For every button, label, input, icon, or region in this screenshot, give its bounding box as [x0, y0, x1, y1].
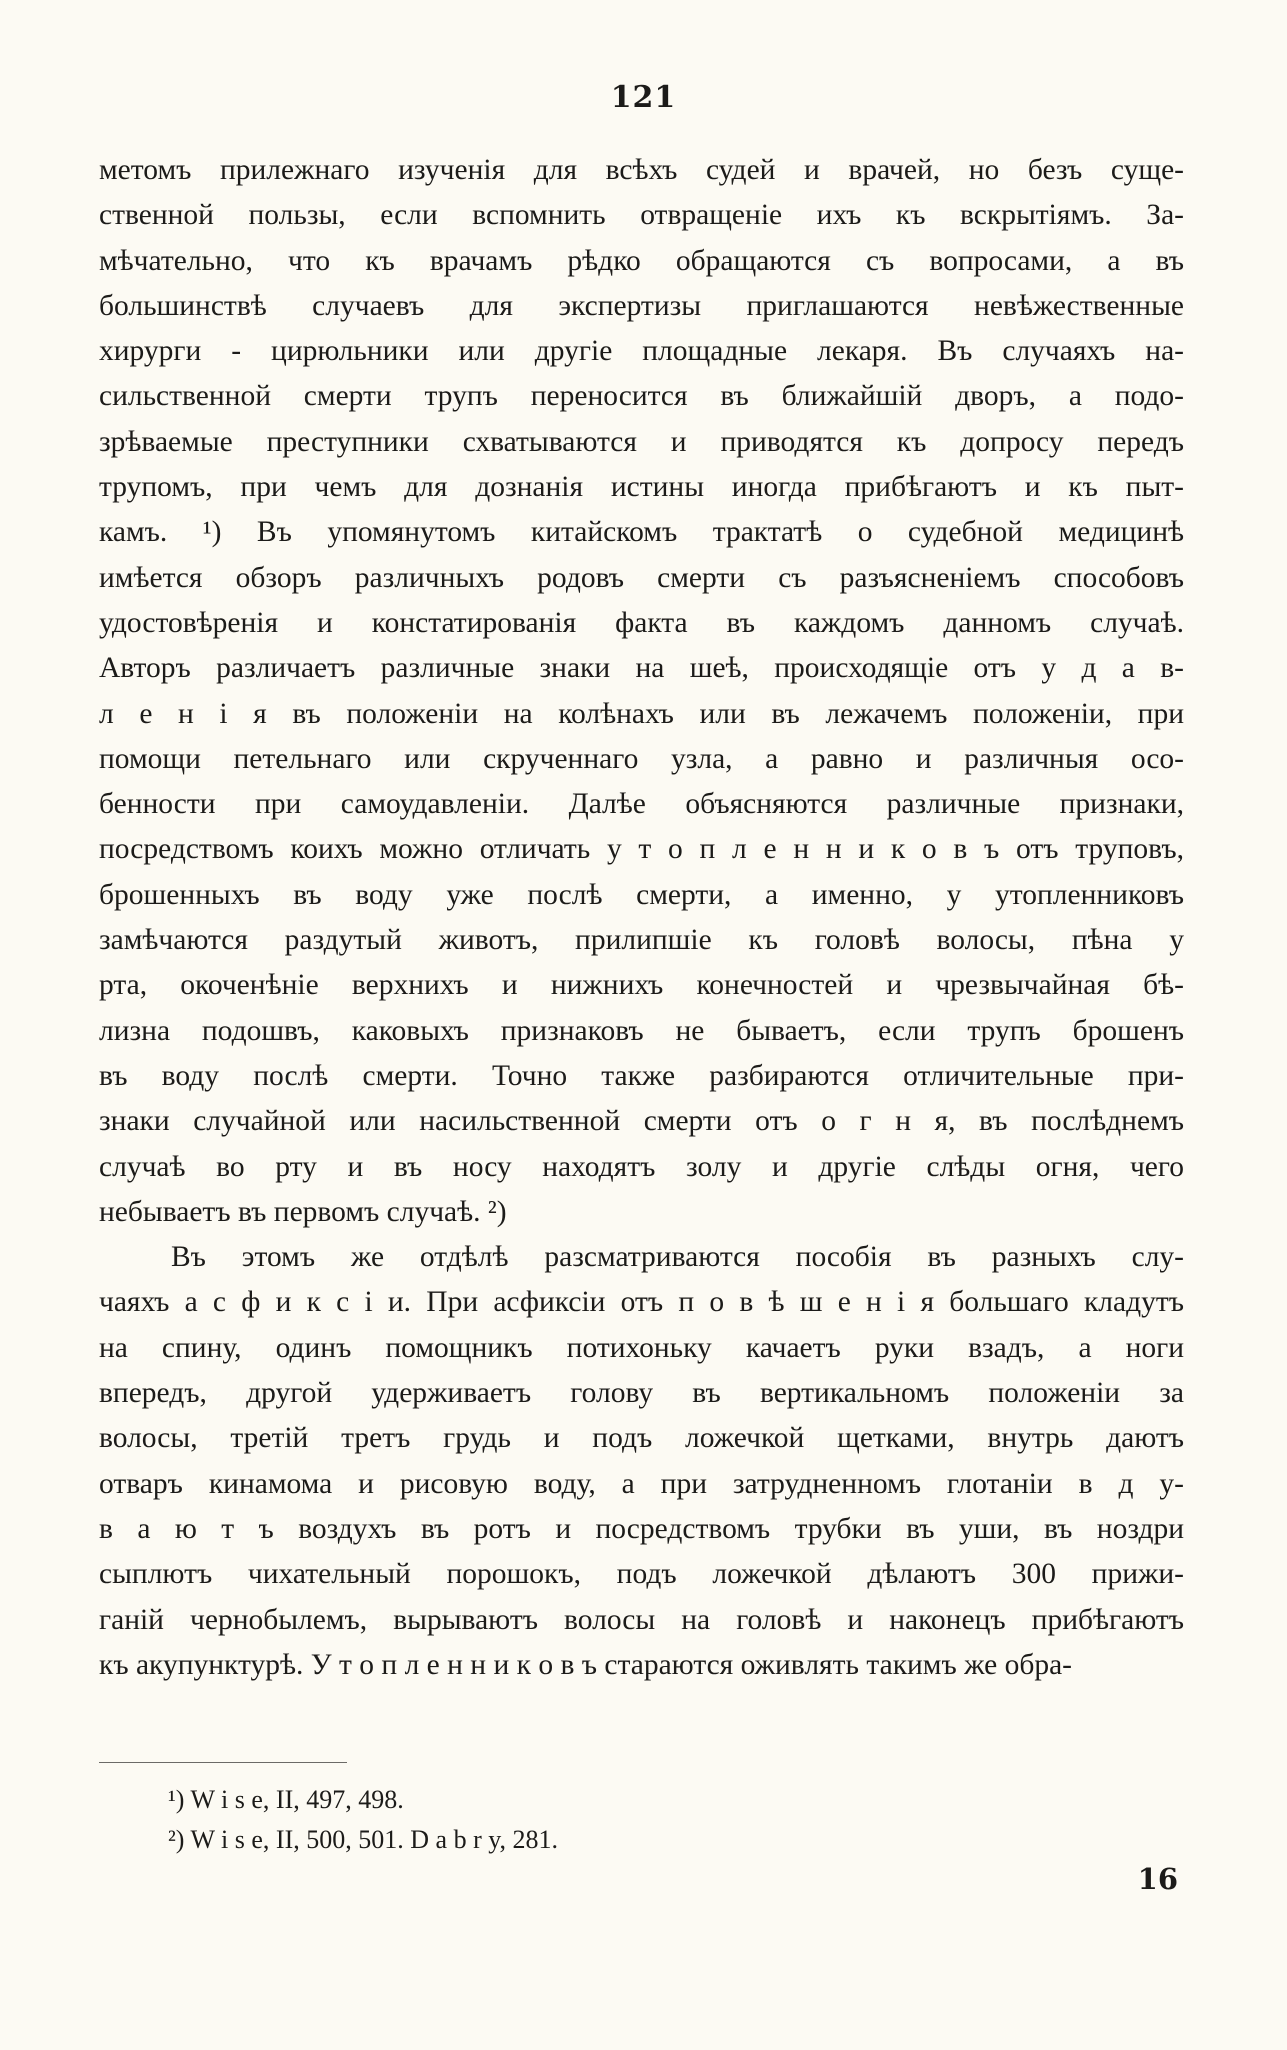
text-line: знаки случайной или насильственной смерти отъ о г н я, въ послѣднемъ — [99, 1105, 1184, 1138]
text-line: рта, окоченѣніе верхнихъ и нижнихъ конечностей и чрезвычайная бѣ- — [99, 969, 1184, 1002]
text-line: ганій чернобылемъ, вырываютъ волосы на головѣ и наконецъ прибѣгаютъ — [99, 1603, 1184, 1636]
paragraph — [99, 148, 1184, 1235]
page-number: 121 — [610, 80, 677, 115]
text-line: посредствомъ коихъ можно отличать у т о п л е н н и к о в ъ отъ труповъ, — [99, 833, 1184, 866]
text-line: волосы, третій третъ грудь и подъ ложечкой щетками, внутрь даютъ — [99, 1422, 1184, 1455]
text-line: случаѣ во рту и въ носу находятъ золу и другіе слѣды огня, чего — [99, 1150, 1184, 1183]
text-line: брошенныхъ въ воду уже послѣ смерти, а именно, у утопленниковъ — [99, 878, 1184, 911]
text-line: къ акупунктурѣ. У т о п л е н н и к о в ъ стараются оживлять такимъ же обра- — [99, 1648, 1072, 1681]
text-line: небываетъ въ первомъ случаѣ. ²) — [99, 1195, 507, 1228]
text-line: въ воду послѣ смерти. Точно также разбираются отличительные при- — [99, 1059, 1184, 1092]
text-line: отваръ кинамома и рисовую воду, а при затрудненномъ глотаніи в д у- — [99, 1467, 1184, 1500]
paragraph — [99, 1235, 1184, 1688]
text-line: большинствѣ случаевъ для экспертизы приглашаются невѣжественные — [99, 289, 1184, 322]
text-line: лизна подошвъ, каковыхъ признаковъ не бываетъ, если трупъ брошенъ — [99, 1014, 1184, 1047]
text-line: бенности при самоудавленіи. Далѣе объясняются различные признаки, — [99, 788, 1184, 821]
footnote-divider — [99, 1762, 347, 1763]
footnote-1: ¹) W i s e, II, 497, 498. — [168, 1785, 404, 1814]
text-line: л е н і я въ положеніи на колѣнахъ или въ лежачемъ положеніи, при — [99, 697, 1184, 730]
text-line: метомъ прилежнаго изученія для всѣхъ судей и врачей, но безъ суще- — [99, 154, 1184, 186]
text-line: замѣчаются раздутый животъ, прилипшіе къ головѣ волосы, пѣна у — [99, 924, 1184, 957]
text-line: трупомъ, при чемъ для дознанія истины иногда прибѣгаютъ и къ пыт- — [99, 471, 1184, 504]
text-line: Въ этомъ же отдѣлѣ разсматриваются пособія въ разныхъ слу- — [171, 1241, 1184, 1274]
text-line: впередъ, другой удерживаетъ голову въ вертикальномъ положеніи за — [99, 1377, 1184, 1410]
body-text — [99, 148, 1184, 1688]
text-line: удостовѣренія и констатированія факта въ каждомъ данномъ случаѣ. — [99, 606, 1184, 639]
footnotes — [168, 1780, 868, 1860]
text-line: сыплютъ чихательный порошокъ, подъ ложечкой дѣлаютъ 300 прижи- — [99, 1558, 1184, 1591]
text-line: ственной пользы, если вспомнить отвращеніе ихъ къ вскрытіямъ. За- — [99, 199, 1184, 232]
text-line: хирурги - цирюльники или другіе площадные лекаря. Въ случаяхъ на- — [99, 335, 1184, 368]
text-line: мѣчательно, что къ врачамъ рѣдко обращаются съ вопросами, а въ — [99, 244, 1184, 277]
text-line: в а ю т ъ воздухъ въ ротъ и посредствомъ трубки въ уши, въ ноздри — [99, 1512, 1184, 1545]
text-line: на спину, одинъ помощникъ потихоньку качаетъ руки взадъ, а ноги — [99, 1331, 1184, 1364]
footnote-2: ²) W i s e, II, 500, 501. D a b r y, 281. — [168, 1825, 559, 1854]
text-line: сильственной смерти трупъ переносится въ ближайшій дворъ, а подо- — [99, 380, 1184, 413]
text-line: зрѣваемые преступники схватываются и приводятся къ допросу передъ — [99, 425, 1184, 458]
text-line: помощи петельнаго или скрученнаго узла, а равно и различныя осо- — [99, 742, 1184, 775]
text-line: Авторъ различаетъ различные знаки на шеѣ, происходящіе отъ у д а в- — [99, 652, 1184, 685]
signature-mark: 16 — [1137, 1862, 1178, 1896]
text-line: камъ. ¹) Въ упомянутомъ китайскомъ трактатѣ о судебной медицинѣ — [99, 516, 1184, 549]
text-line: имѣется обзоръ различныхъ родовъ смерти съ разъясненіемъ способовъ — [99, 561, 1184, 594]
text-line: чаяхъ а с ф и к с і и. При асфиксіи отъ п о в ѣ ш е н і я большаго кладутъ — [99, 1286, 1184, 1319]
